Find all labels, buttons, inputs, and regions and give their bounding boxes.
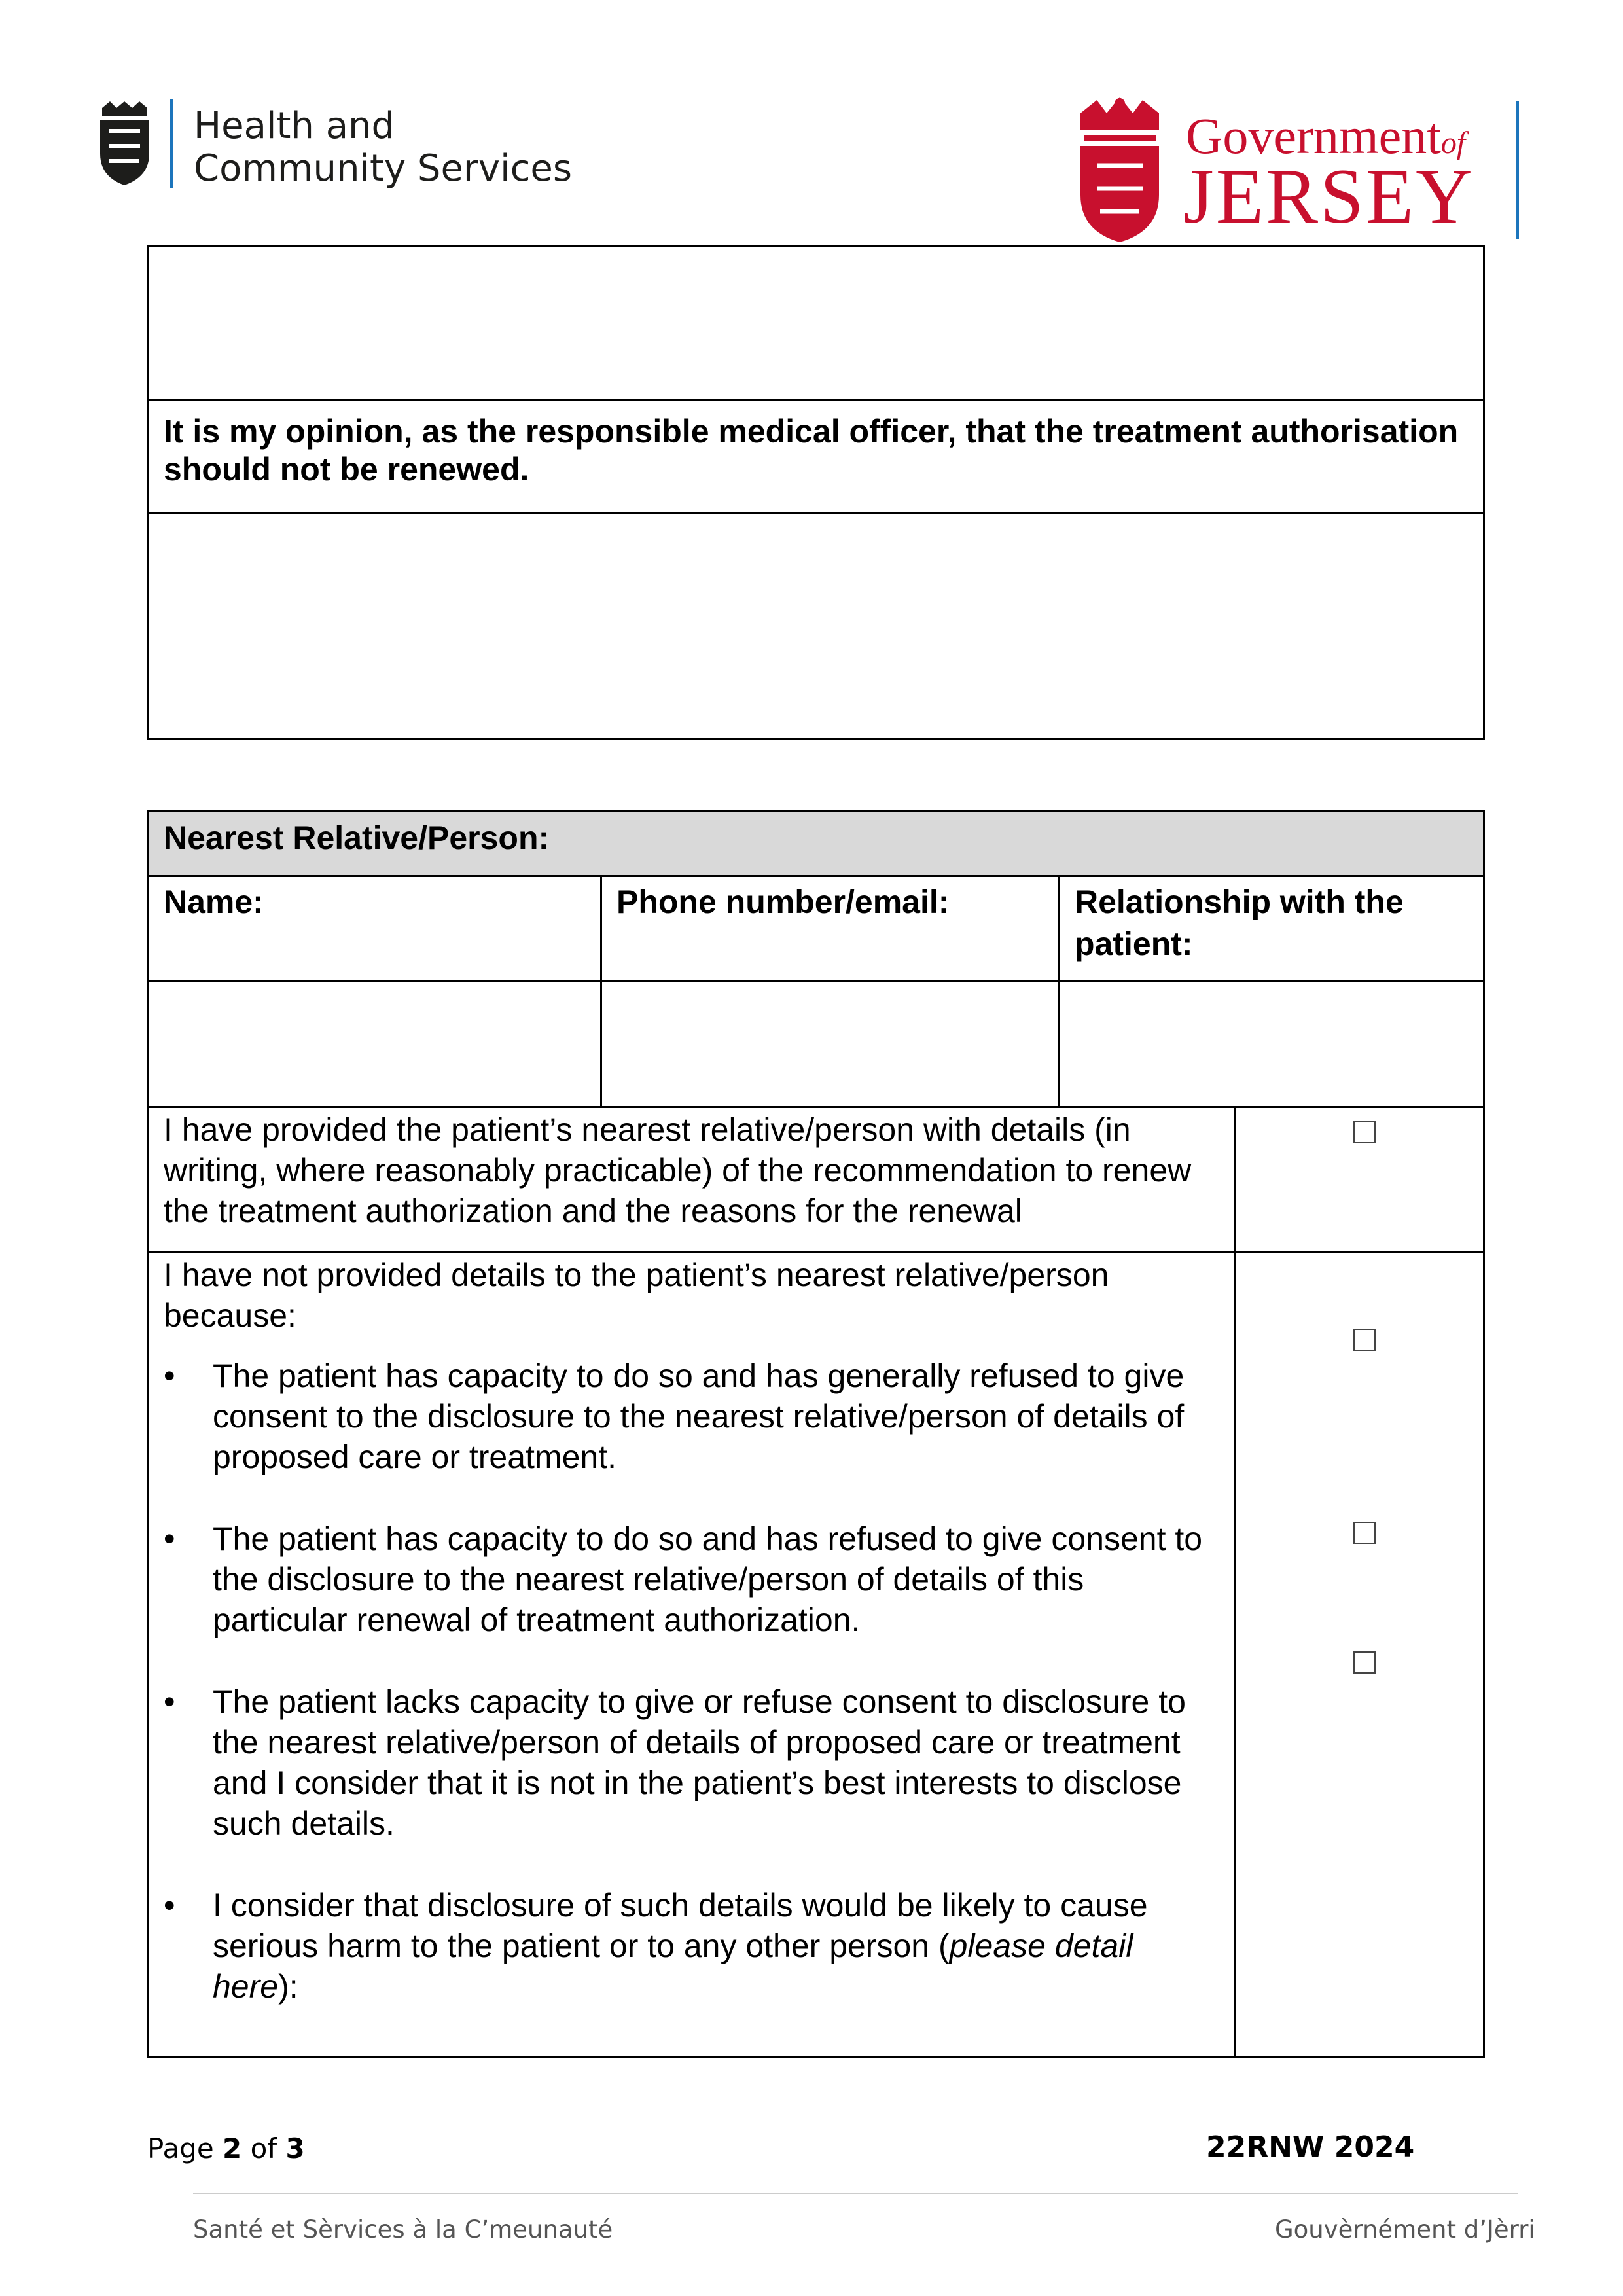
phone-email-field[interactable] (602, 982, 1060, 1108)
reason-4-end: ): (278, 1968, 298, 2005)
footer-jerriais-hcs: Santé et Sèrvices à la C’meunauté (193, 2215, 613, 2244)
hcs-line-2: Community Services (194, 147, 573, 190)
phone-column-header: Phone number/email: (602, 877, 1060, 982)
page-current: 2 (223, 2132, 242, 2164)
reason-2-checkbox[interactable] (1353, 1522, 1376, 1544)
gov-divider (1516, 101, 1519, 239)
reason-3-checkbox[interactable] (1353, 1651, 1376, 1674)
footer-jerriais-gov: Gouvèrnément d’Jèrri (1275, 2215, 1535, 2244)
nearest-relative-table (147, 810, 1485, 2058)
reason-4-text: I consider that disclosure of such details would be likely to cause serious harm to the patient or to any other person ( (213, 1887, 1148, 1964)
gov-word: Government (1186, 107, 1441, 164)
provided-details-checkbox-cell (1236, 1108, 1483, 1253)
reason-item: • The patient lacks capacity to give or refuse consent to disclosure to the nearest relative/person of details of proposed care or treatment and I consider that it is not in the patient’s best interests to disclose such details. (164, 1681, 1219, 1844)
hcs-divider (170, 99, 173, 188)
hcs-crest-logo (97, 101, 152, 187)
nearest-relative-header: Nearest Relative/Person: (149, 812, 1483, 877)
form-code: 22RNW 2024 (1206, 2130, 1415, 2164)
opinion-detail-field[interactable] (149, 514, 1483, 738)
reasons-list (164, 1355, 1219, 2007)
jersey-wordmark: JERSEY (1183, 152, 1474, 240)
jersey-crest-logo (1071, 97, 1169, 244)
name-column-header: Name: (149, 877, 602, 982)
provided-details-checkbox[interactable] (1353, 1121, 1376, 1143)
gov-of: of (1440, 126, 1466, 160)
name-field[interactable] (149, 982, 602, 1108)
page-prefix: Page (147, 2132, 214, 2164)
reason-item: • The patient has capacity to do so and has generally refused to give consent to the disclosure to the nearest relative/person of details of proposed care or treatment. (164, 1355, 1219, 1477)
reason-item: • The patient has capacity to do so and has refused to give consent to the disclosure to the nearest relative/person of details of this particular renewal of treatment authorization. (164, 1518, 1219, 1640)
footer-divider (193, 2193, 1518, 2194)
reason-4-italic: please detail here (213, 1928, 1133, 2005)
not-provided-section (149, 1253, 1236, 2056)
not-provided-checkbox-cell (1236, 1253, 1483, 2056)
opinion-box (147, 245, 1485, 740)
hcs-line-1: Health and (194, 105, 395, 147)
reason-item (164, 1885, 1219, 2007)
opinion-top-field[interactable] (149, 247, 1483, 401)
reason-1-checkbox[interactable] (1353, 1329, 1376, 1351)
relationship-field[interactable] (1060, 982, 1483, 1108)
relationship-column-header: Relationship with the patient: (1060, 877, 1483, 982)
hcs-name (194, 105, 572, 190)
page-of: of (250, 2132, 277, 2164)
not-provided-intro: I have not provided details to the patient’s nearest relative/person because: (164, 1257, 1109, 1334)
page-total: 3 (285, 2132, 305, 2164)
provided-details-statement: I have provided the patient’s nearest relative/person with details (in writing, where reasonably practicable) of the recommendation to renew the treatment authorization and the reasons for the renewal (149, 1108, 1236, 1253)
page-number (147, 2132, 305, 2164)
opinion-statement: It is my opinion, as the responsible medical officer, that the treatment authorisation should not be renewed. (149, 401, 1483, 514)
